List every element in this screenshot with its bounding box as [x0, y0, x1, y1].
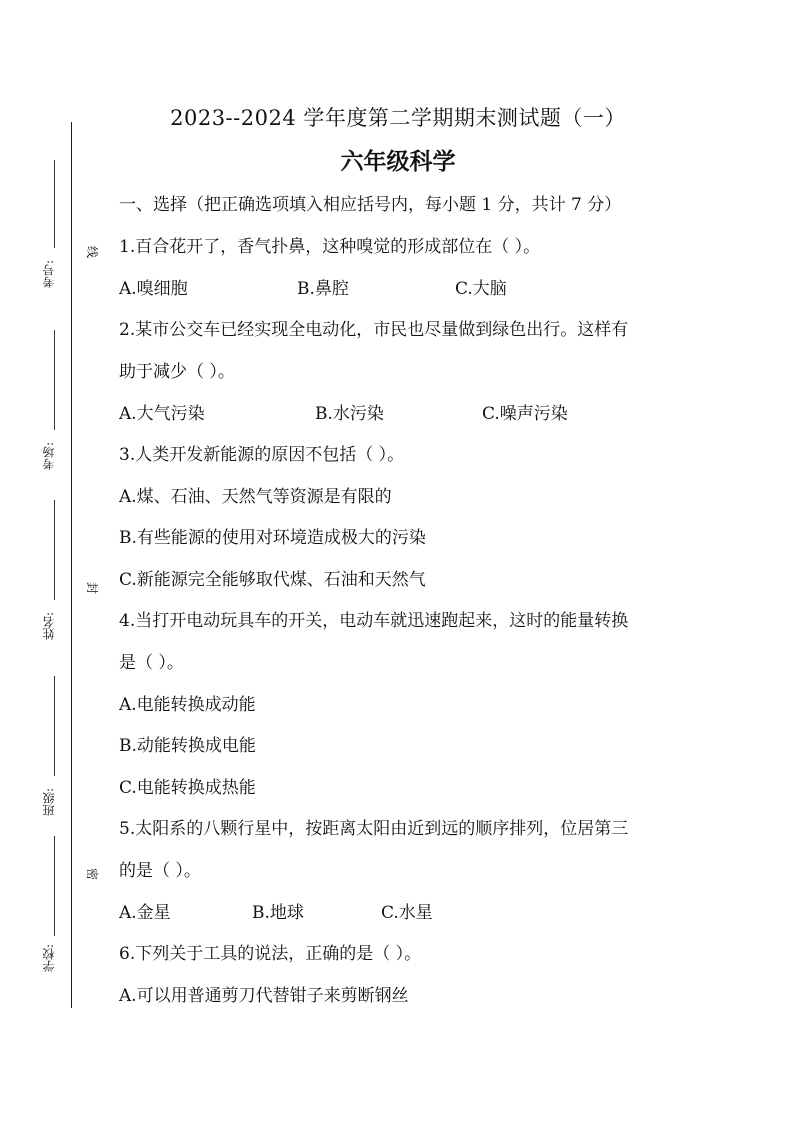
question-3-option-c: C.新能源完全能够取代煤、石油和天然气 [119, 570, 426, 590]
seal-mark-seal: 封 [86, 580, 99, 595]
binding-line [71, 122, 72, 1008]
question-5-option-a: A.金星 [119, 903, 171, 923]
seal-mark-line: 线 [86, 244, 99, 259]
question-3-option-b: B.有些能源的使用对环境造成极大的污染 [119, 528, 426, 548]
exam-number-label: 考号: [42, 260, 56, 289]
question-2-stem-line2: 助于减少（ ）。 [119, 362, 235, 382]
question-1-option-b: B.鼻腔 [297, 279, 349, 299]
exam-number-field [38, 160, 68, 310]
question-2-stem-line1: 2.某市公交车已经实现全电动化，市民也尽量做到绿色出行。这样有 [119, 320, 629, 340]
question-6-stem: 6.下列关于工具的说法，正确的是（ ）。 [119, 944, 422, 964]
question-4-option-b: B.动能转换成电能 [119, 736, 256, 756]
section-heading: 一、选择（把正确选项填入相应括号内，每小题 1 分，共计 7 分） [119, 195, 622, 215]
question-4-stem-line1: 4.当打开电动玩具车的开关，电动车就迅速跑起来，这时的能量转换 [119, 611, 629, 631]
question-1-option-a: A.嗅细胞 [119, 279, 188, 299]
seal-mark-secret: 密 [86, 866, 99, 881]
question-4-stem-line2: 是（ ）。 [119, 653, 184, 673]
question-3-option-a: A.煤、石油、天然气等资源是有限的 [119, 487, 392, 507]
question-2-option-a: A.大气污染 [119, 404, 205, 424]
question-4-option-c: C.电能转换成热能 [119, 778, 256, 798]
question-1-option-c: C.大脑 [455, 279, 507, 299]
question-5-option-b: B.地球 [252, 903, 304, 923]
exam-room-label: 考场: [42, 442, 56, 471]
question-5-option-c: C.水星 [381, 903, 433, 923]
question-6-option-a: A.可以用普通剪刀代替钳子来剪断钢丝 [119, 986, 409, 1006]
question-3-stem: 3.人类开发新能源的原因不包括（ ）。 [119, 445, 405, 465]
class-label: 班级: [42, 788, 56, 817]
question-5-stem-line2: 的是（ ）。 [119, 861, 201, 881]
school-field [38, 836, 68, 976]
exam-room-field [38, 330, 68, 480]
question-4-option-a: A.电能转换成动能 [119, 695, 256, 715]
question-1-stem: 1.百合花开了，香气扑鼻，这种嗅觉的形成部位在（ ）。 [119, 237, 541, 257]
name-label: 姓名: [42, 612, 56, 641]
class-field [38, 676, 68, 826]
exam-subtitle: 六年级科学 [340, 149, 456, 175]
school-label: 学校: [42, 944, 56, 973]
question-2-option-b: B.水污染 [315, 404, 384, 424]
question-2-option-c: C.噪声污染 [482, 404, 568, 424]
exam-title: 2023--2024 学年度第二学期期末测试题（一） [170, 106, 626, 130]
name-field [38, 500, 68, 650]
question-5-stem-line1: 5.太阳系的八颗行星中，按距离太阳由近到远的顺序排列，位居第三 [119, 819, 629, 839]
